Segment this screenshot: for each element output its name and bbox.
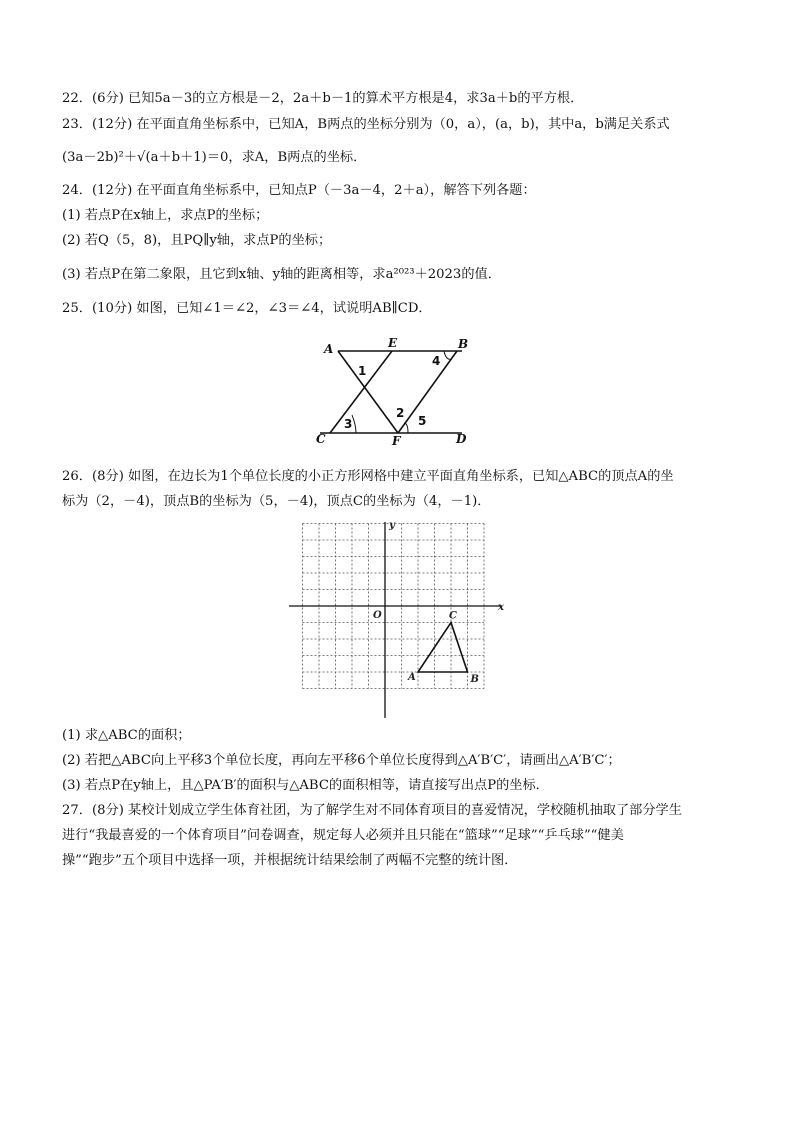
question-26-part3: (3) 若点P在y轴上，且△PA′B′的面积与△ABC的面积相等，请直接写出点P的坐标． [62,778,549,793]
figure-26 [285,518,507,723]
point-b-label: B [470,674,479,685]
angle-3-label: 3 [344,417,353,431]
question-26-line2: 标为（2，－4)，顶点B的坐标为（5，－4)，顶点C的坐标为（4，－1)． [62,494,491,509]
question-27-line3: 操”“跑步”五个项目中选择一项，并根据统计结果绘制了两幅不完整的统计图． [62,853,518,868]
line-bf [398,351,457,433]
label-d: D [456,432,467,446]
question-24-line1: 24．(12分) 在平面直角坐标系中，已知点P（－3a－4，2＋a），解答下列各题： [62,183,536,198]
question-23-line2: (3a－2b)²＋√(a＋b＋1)＝0，求A，B两点的坐标． [62,150,367,165]
figure-25 [312,335,484,447]
label-c: C [316,432,326,446]
angle-2-label: 2 [396,406,405,420]
question-26-part1: (1) 求△ABC的面积； [62,728,191,743]
angle-1-label: 1 [358,364,367,378]
label-a: A [324,342,334,356]
label-f: F [392,434,401,447]
angle-4-label: 4 [432,354,441,368]
point-a-label: A [408,672,416,683]
angle-3-arc [352,415,356,433]
y-axis-label: y [389,520,395,531]
question-22: 22．(6分) 已知5a－3的立方根是－2，2a＋b－1的算术平方根是4，求3a＋b的平方根． [62,91,584,106]
question-25-line1: 25．(10分) 如图，已知∠1＝∠2，∠3＝∠4，试说明AB∥CD． [62,301,432,316]
angle-4-arc [444,351,452,359]
question-24-part2: (2) 若Q（5，8)，且PQ∥y轴，求点P的坐标； [62,233,332,248]
question-23-line1: 23．(12分) 在平面直角坐标系中，已知A，B两点的坐标分别为（0，a），(a，b)，其中a，b满足关系式 [62,117,670,132]
question-26-line1: 26．(8分) 如图，在边长为1个单位长度的小正方形网格中建立平面直角坐标系，已知△ABC的顶点A的坐 [62,469,674,484]
triangle-abc [418,623,468,673]
question-27-line2: 进行“我最喜爱的一个体育项目”问卷调查，规定每人必须并且只能在“篮球”“足球”“乒乓球”“健美 [62,828,624,843]
question-27-line1: 27．(8分) 某校计划成立学生体育社团，为了解学生对不同体育项目的喜爱情况，学校随机抽取了部分学生 [62,803,682,818]
label-b: B [458,337,469,351]
label-e: E [388,336,398,350]
question-24-part3: (3) 若点P在第二象限，且它到x轴、y轴的距离相等，求a²⁰²³＋2023的值． [62,267,501,282]
x-axis-label: x [498,602,504,613]
angle-5-label: 5 [418,414,427,428]
question-24-part1: (1) 若点P在x轴上，求点P的坐标； [62,208,269,223]
point-c-label: C [449,610,457,622]
question-26-part2: (2) 若把△ABC向上平移3个单位长度，再向左平移6个单位长度得到△A′B′C′，请画出△A′B′C′； [62,753,621,768]
origin-label: O [373,610,382,621]
